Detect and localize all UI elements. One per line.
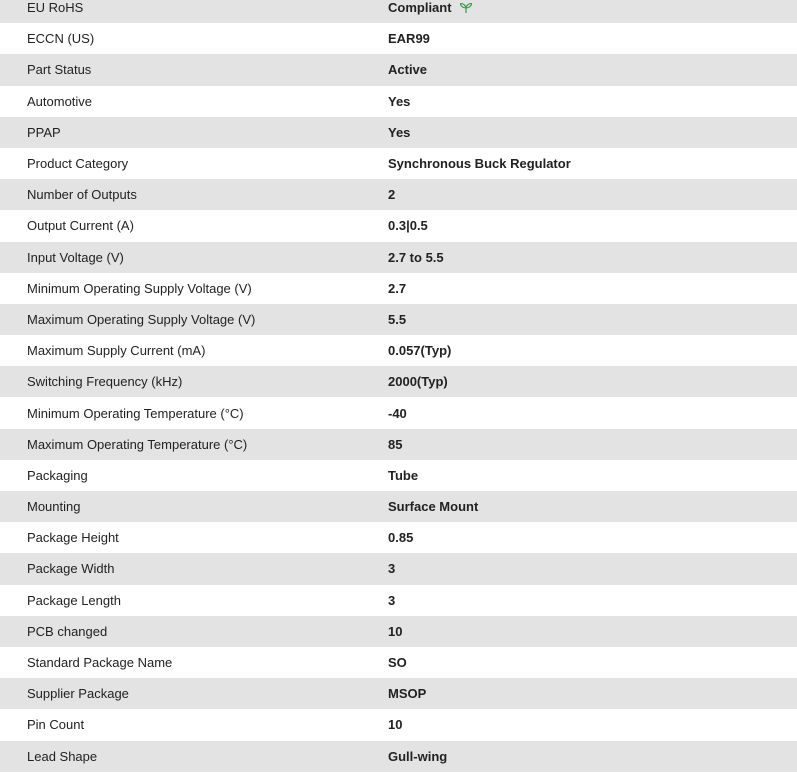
attribute-value-cell xyxy=(388,62,797,77)
attribute-value-cell xyxy=(388,125,797,140)
attribute-value: 2 xyxy=(388,187,396,203)
attribute-value: 10 xyxy=(388,717,403,733)
table-row xyxy=(0,429,797,460)
table-row xyxy=(0,335,797,366)
attribute-label: Minimum Operating Supply Voltage (V) xyxy=(27,280,252,296)
attribute-label: PPAP xyxy=(27,124,61,140)
table-row xyxy=(0,23,797,54)
table-row xyxy=(0,304,797,335)
table-row xyxy=(0,54,797,85)
attribute-label: ECCN (US) xyxy=(27,31,95,47)
attribute-label: Lead Shape xyxy=(27,748,98,764)
table-row xyxy=(0,741,797,772)
attribute-value-cell xyxy=(388,561,797,576)
attribute-label: Minimum Operating Temperature (°C) xyxy=(27,405,244,421)
attribute-value: 2000(Typ) xyxy=(388,374,448,390)
attribute-value-cell xyxy=(388,0,797,15)
table-row xyxy=(0,460,797,491)
table-row xyxy=(0,522,797,553)
attribute-label: Standard Package Name xyxy=(27,655,173,671)
table-row xyxy=(0,553,797,584)
table-row xyxy=(0,86,797,117)
attribute-value: Compliant xyxy=(388,0,452,16)
attribute-label: Supplier Package xyxy=(27,686,129,702)
attribute-label: EU RoHS xyxy=(27,0,84,16)
attribute-value-cell xyxy=(388,406,797,421)
attribute-value-cell xyxy=(388,624,797,639)
attribute-value-cell xyxy=(388,437,797,452)
table-row xyxy=(0,210,797,241)
attribute-value: -40 xyxy=(388,405,407,421)
attribute-label: Output Current (A) xyxy=(27,218,134,234)
attribute-value: 5.5 xyxy=(388,311,407,327)
attribute-value-cell xyxy=(388,686,797,701)
table-row xyxy=(0,585,797,616)
attribute-value-cell xyxy=(388,749,797,764)
attribute-value: Surface Mount xyxy=(388,499,479,515)
attribute-value: 0.057(Typ) xyxy=(388,343,452,359)
table-row xyxy=(0,179,797,210)
table-row xyxy=(0,366,797,397)
attribute-value: Yes xyxy=(388,93,411,109)
attribute-value: Yes xyxy=(388,124,411,140)
attribute-label: Part Status xyxy=(27,62,92,78)
attribute-label: Number of Outputs xyxy=(27,187,137,203)
attribute-value-cell xyxy=(388,499,797,514)
attribute-label: Automotive xyxy=(27,93,93,109)
attribute-label: Pin Count xyxy=(27,717,85,733)
attribute-value: 10 xyxy=(388,623,403,639)
table-row xyxy=(0,242,797,273)
attribute-label: Product Category xyxy=(27,156,129,172)
attribute-value-cell xyxy=(388,717,797,732)
attribute-value-cell xyxy=(388,468,797,483)
table-row xyxy=(0,647,797,678)
table-row xyxy=(0,397,797,428)
attribute-label: Switching Frequency (kHz) xyxy=(27,374,183,390)
leaf-icon xyxy=(459,2,473,14)
table-row xyxy=(0,0,797,23)
attribute-value-cell xyxy=(388,593,797,608)
table-row xyxy=(0,491,797,522)
attribute-label: Input Voltage (V) xyxy=(27,249,124,265)
attribute-value-cell xyxy=(388,343,797,358)
attribute-label: Maximum Operating Temperature (°C) xyxy=(27,436,248,452)
attribute-value: EAR99 xyxy=(388,31,430,47)
attribute-value-cell xyxy=(388,94,797,109)
attribute-value: SO xyxy=(388,655,407,671)
attribute-label: PCB changed xyxy=(27,623,108,639)
attribute-value-cell xyxy=(388,281,797,296)
attribute-value: Gull-wing xyxy=(388,748,448,764)
attribute-value: 3 xyxy=(388,592,396,608)
attribute-value: 2.7 to 5.5 xyxy=(388,249,444,265)
attribute-value: 0.85 xyxy=(388,530,414,546)
attribute-label: Mounting xyxy=(27,499,81,515)
table-row xyxy=(0,678,797,709)
attribute-label: Maximum Supply Current (mA) xyxy=(27,343,206,359)
attribute-label: Maximum Operating Supply Voltage (V) xyxy=(27,311,256,327)
attribute-value-cell xyxy=(388,530,797,545)
attribute-label: Package Width xyxy=(27,561,115,577)
attribute-value-cell xyxy=(388,156,797,171)
attribute-value: Active xyxy=(388,62,428,78)
attribute-value-cell xyxy=(388,312,797,327)
table-row xyxy=(0,148,797,179)
attribute-value-cell xyxy=(388,31,797,46)
table-row xyxy=(0,273,797,304)
attribute-value-cell xyxy=(388,187,797,202)
attribute-value: 2.7 xyxy=(388,280,407,296)
attribute-value: 3 xyxy=(388,561,396,577)
attribute-value-cell xyxy=(388,250,797,265)
attribute-value-cell xyxy=(388,218,797,233)
attribute-label: Packaging xyxy=(27,467,88,483)
attribute-value-cell xyxy=(388,655,797,670)
attribute-value: Tube xyxy=(388,467,419,483)
table-row xyxy=(0,117,797,148)
attribute-value-cell xyxy=(388,374,797,389)
table-row xyxy=(0,709,797,740)
attribute-label: Package Length xyxy=(27,592,121,608)
attribute-value: 0.3|0.5 xyxy=(388,218,428,234)
attribute-value: MSOP xyxy=(388,686,427,702)
attribute-value: 85 xyxy=(388,436,403,452)
attribute-value: Synchronous Buck Regulator xyxy=(388,156,571,172)
attribute-label: Package Height xyxy=(27,530,119,546)
table-row xyxy=(0,616,797,647)
